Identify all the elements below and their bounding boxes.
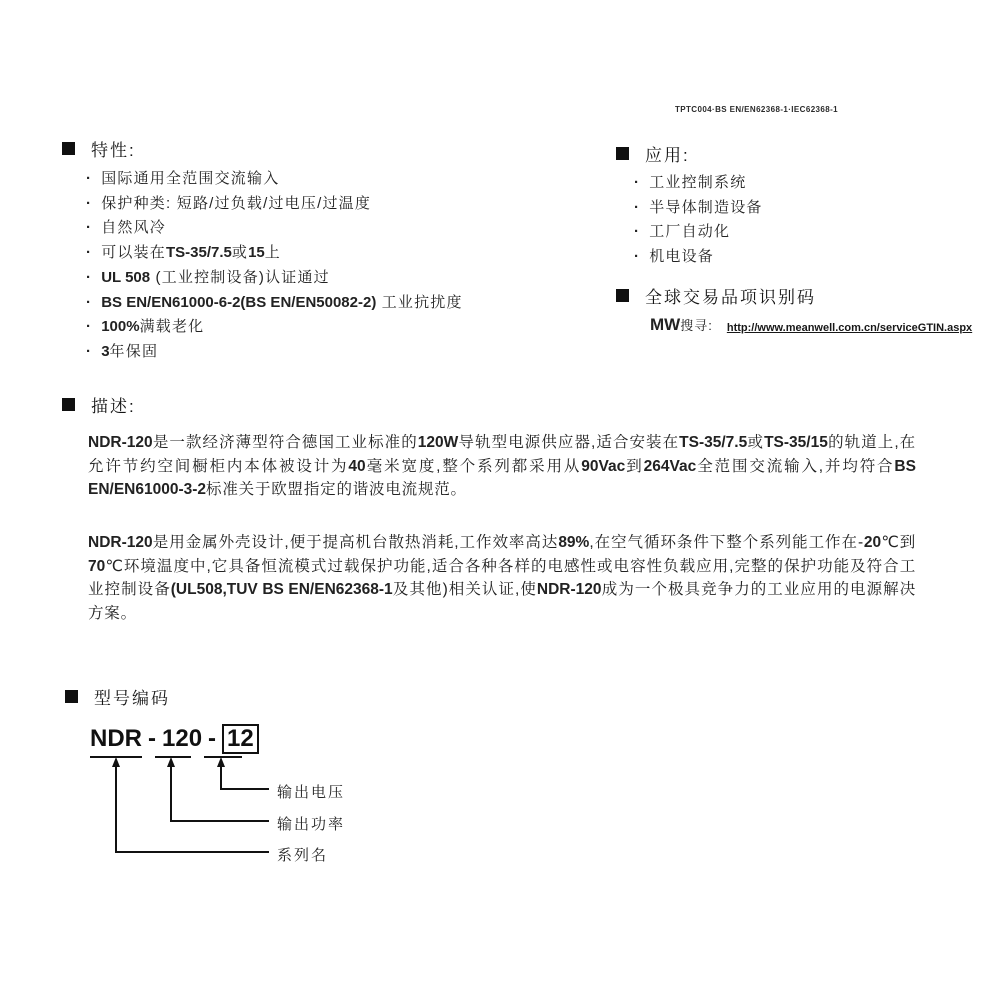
features-header [62,136,463,161]
applications-section [616,141,763,270]
section-square-icon [616,147,629,160]
gtin-section [616,283,972,335]
features-list [86,167,463,365]
gtin-header [616,283,972,308]
legend-output-voltage: 输出电压 [277,784,346,801]
feature-item: · BS EN/EN61000-6-2(BS EN/EN50082-2) 工业抗扰度 [86,291,463,316]
certification-note: TPTC004·BS EN/EN62368-1·IEC62368-1 [675,105,839,114]
applications-list [634,171,763,270]
feature-item: · 自然风冷 [86,216,463,241]
connector-line [220,764,222,790]
section-square-icon [62,398,75,411]
model-power: 120 [162,725,203,752]
application-item: · 半导体制造设备 [634,196,763,221]
model-voltage-box: 12 [222,724,259,754]
features-section [62,136,463,365]
section-square-icon [616,289,629,302]
section-square-icon [65,690,78,703]
feature-item: · UL 508 (工业控制设备)认证通过 [86,266,463,291]
feature-item: · 国际通用全范围交流输入 [86,167,463,192]
gtin-search-label: MW搜寻: [650,315,713,334]
model-separator: - [208,725,217,752]
model-code-section [65,684,170,709]
gtin-title: 全球交易品项识别码 [645,288,816,307]
feature-item: · 保护种类: 短路/过负载/过电压/过温度 [86,192,463,217]
application-item: · 机电设备 [634,245,763,270]
section-square-icon [62,142,75,155]
connector-line [170,820,269,822]
model-code-header [65,684,170,709]
description-header [62,392,136,417]
feature-item: · 100%满载老化 [86,315,463,340]
features-title: 特性: [91,141,136,160]
model-code-title: 型号编码 [94,689,170,708]
gtin-url-link[interactable]: http://www.meanwell.com.cn/serviceGTIN.aspx [726,322,973,334]
model-series: NDR [90,725,142,752]
feature-item: · 可以装在TS-35/7.5或15上 [86,241,463,266]
legend-output-power: 输出功率 [277,816,346,833]
description-section [62,392,136,417]
gtin-search-row [650,315,972,335]
legend-series-name: 系列名 [277,847,329,864]
application-item: · 工厂自动化 [634,220,763,245]
connector-line [220,788,269,790]
application-item: · 工业控制系统 [634,171,763,196]
connector-line [115,851,269,853]
model-number [90,724,259,754]
feature-item: · 3年保固 [86,340,463,365]
model-separator: - [148,725,156,752]
connector-line [115,764,117,853]
applications-header [616,141,763,166]
description-title: 描述: [91,397,136,416]
description-paragraph: NDR-120是用金属外壳设计,便于提高机台散热消耗,工作效率高达89%,在空气循环条件下整个系列能工作在-20℃到70℃环境温度中,它具备恒流模式过载保护功能,适合各种各样的电感性或电容性负载应用,完整的保护功能及符合工业控制设备(UL508,TUV BS EN/EN62368-1及其他)相关认证,使NDR-120成为一个极具竞争力的工业应用的电源解决方案。 [88,534,917,622]
connector-line [170,764,172,822]
description-paragraph: NDR-120是一款经济薄型符合德国工业标准的120W导轨型电源供应器,适合安装在TS-35/7.5或TS-35/15的轨道上,在允许节约空间橱柜内本体被设计为40毫米宽度,整个系列都采用从90Vac到264Vac全范围交流输入,并均符合BS EN/EN61000-3-2标准关于欧盟指定的谐波电流规范。 [88,434,916,499]
applications-title: 应用: [645,146,690,165]
